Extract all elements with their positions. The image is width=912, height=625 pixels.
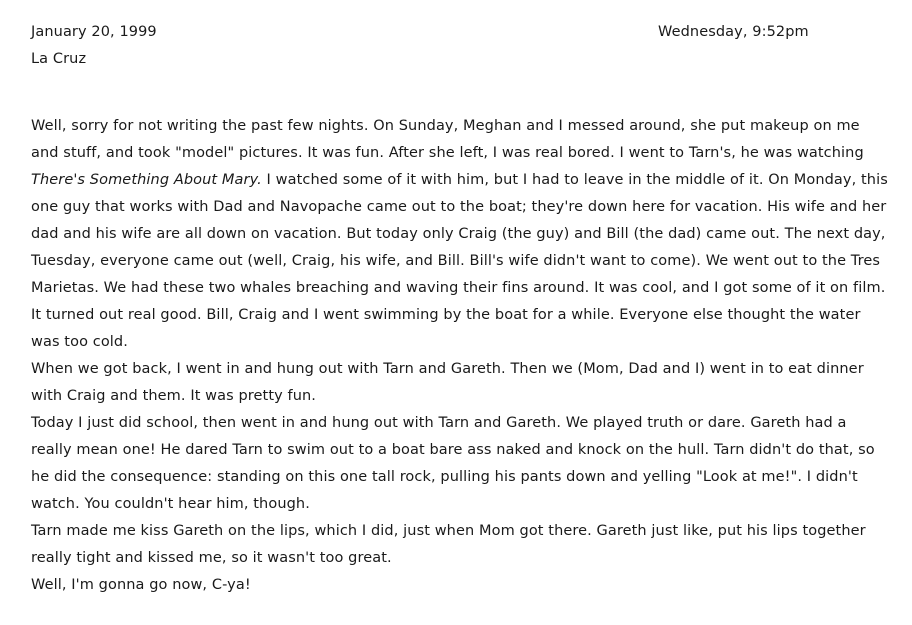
entry-paragraph-1	[31, 113, 889, 356]
entry-paragraph-4: Tarn made me kiss Gareth on the lips, which I did, just when Mom got there. Gareth just like, put his lips together really tight and kissed me, so it wasn't too great.	[31, 523, 866, 566]
entry-paragraph-5: Well, I'm gonna go now, C-ya!	[31, 577, 251, 593]
journal-entry-body	[31, 113, 889, 599]
paragraph-1-text-start: Well, sorry for not writing the past few nights. On Sunday, Meghan and I messed around, she put makeup on me and stuff, and took "model" pictures. It was fun. After she left, I was real bored. I went to Tarn's, he was watching	[31, 118, 864, 161]
movie-title: There's Something About Mary.	[31, 172, 262, 188]
entry-date: January 20, 1999	[31, 24, 157, 40]
entry-location: La Cruz	[31, 51, 87, 67]
entry-paragraph-2: When we got back, I went in and hung out with Tarn and Gareth. Then we (Mom, Dad and I) went in to eat dinner with Craig and them. It was pretty fun.	[31, 361, 864, 404]
entry-day-time: Wednesday, 9:52pm	[658, 24, 809, 40]
paragraph-1-text-end: I watched some of it with him, but I had to leave in the middle of it. On Monday, this one guy that works with Dad and Navopache came out to the boat; they're down here for vacation. His wife and her dad and his wife are all down on vacation. But today only Craig (the guy) and Bill (the dad) came out. The next day, Tuesday, everyone came out (well, Craig, his wife, and Bill. Bill's wife didn't want to come). We went out to the Tres Marietas. We had these two whales breaching and waving their fins around. It was cool, and I got some of it on film. It turned out real good. Bill, Craig and I went swimming by the boat for a while. Everyone else thought the water was too cold.	[31, 172, 888, 350]
entry-paragraph-3: Today I just did school, then went in and hung out with Tarn and Gareth. We played truth or dare. Gareth had a really mean one! He dared Tarn to swim out to a boat bare ass naked and knock on the hull. Tarn didn't do that, so he did the consequence: standing on this one tall rock, pulling his pants down and yelling "Look at me!". I didn't watch. You couldn't hear him, though.	[31, 415, 875, 512]
